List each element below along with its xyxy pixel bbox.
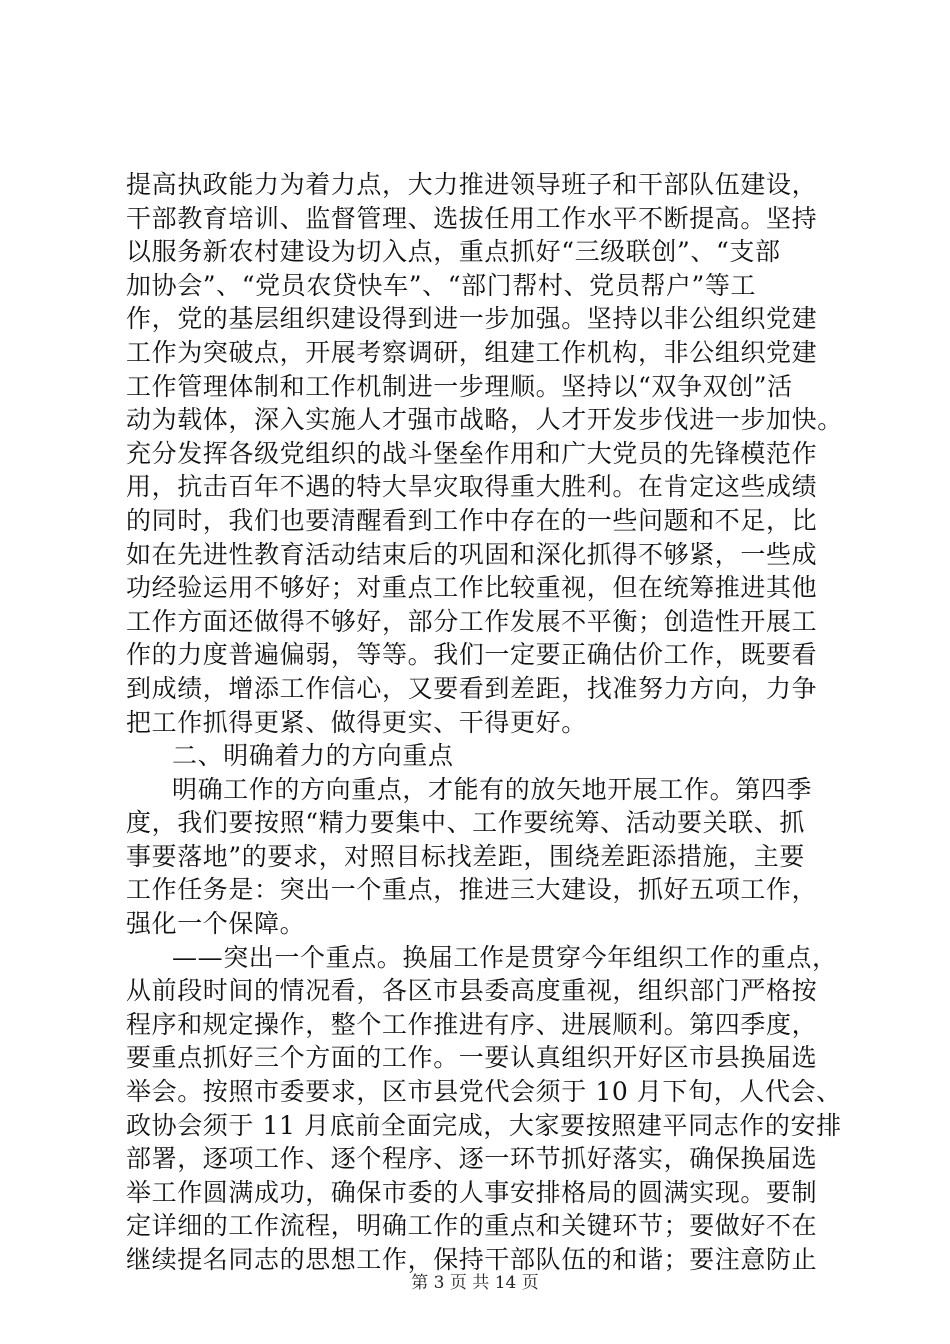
document-body xyxy=(126,168,841,1277)
text-line: 工作方面还做得不够好，部分工作发展不平衡；创造性开展工 xyxy=(126,606,818,636)
text-line: 定详细的工作流程，明确工作的重点和关键环节；要做好不在 xyxy=(126,1211,818,1241)
text-line: 把工作抓得更紧、做得更实、干得更好。 xyxy=(126,707,587,737)
text-line: 到成绩，增添工作信心，又要看到差距，找准努力方向，力争 xyxy=(126,673,818,703)
text-line: 加协会”、“党员农贷快车”、“部门帮村、党员帮户”等工 xyxy=(126,270,757,300)
text-line: 从前段时间的情况看，各区市县委高度重视，组织部门严格按 xyxy=(126,976,818,1006)
text-line: 事要落地”的要求，对照目标找差距，围绕差距添措施，主要 xyxy=(126,841,805,871)
page-footer: 第 3 页 共 14 页 xyxy=(411,1273,539,1293)
text-line: 动为载体，深入实施人才强市战略，人才开发步伐进一步加快。 xyxy=(126,405,843,435)
text-line: 部署，逐项工作、逐个程序、逐一环节抓好落实，确保换届选 xyxy=(126,1144,818,1174)
text-line: 二、明确着力的方向重点 xyxy=(172,741,454,771)
text-line: 明确工作的方向重点，才能有的放矢地开展工作。第四季 xyxy=(172,774,813,804)
text-line: 的同时，我们也要清醒看到工作中存在的一些问题和不足，比 xyxy=(126,505,818,535)
text-line: 提高执政能力为着力点，大力推进领导班子和干部队伍建设， xyxy=(126,170,818,199)
text-line: 以服务新农村建设为切入点，重点抓好“三级联创”、“支部 xyxy=(126,237,781,267)
text-line: ——突出一个重点。换届工作是贯穿今年组织工作的重点， xyxy=(172,942,838,972)
text-line: 度，我们要按照“精力要集中、工作要统筹、活动要关联、抓 xyxy=(126,808,805,838)
text-line: 程序和规定操作，整个工作推进有序、进展顺利。第四季度， xyxy=(126,1009,818,1039)
text-line: 强化一个保障。 xyxy=(126,909,306,939)
text-line: 政协会须于 11 月底前全面完成，大家要按照建平同志作的安排 xyxy=(126,1110,842,1140)
text-line: 举会。按照市委要求，区市县党代会须于 10 月下旬，人代会、 xyxy=(126,1077,842,1107)
text-line: 充分发挥各级党组织的战斗堡垒作用和广大党员的先锋模范作 xyxy=(126,438,818,468)
text-line: 工作任务是：突出一个重点，推进三大建设，抓好五项工作， xyxy=(126,875,818,905)
text-line: 工作管理体制和工作机制进一步理顺。坚持以“双争双创”活 xyxy=(126,371,793,401)
text-line: 作的力度普遍偏弱，等等。我们一定要正确估价工作，既要看 xyxy=(126,640,818,670)
text-line: 功经验运用不够好；对重点工作比较重视，但在统筹推进其他 xyxy=(126,573,818,603)
text-line: 作，党的基层组织建设得到进一步加强。坚持以非公组织党建 xyxy=(126,304,818,334)
text-line: 要重点抓好三个方面的工作。一要认真组织开好区市县换届选 xyxy=(126,1043,818,1073)
text-line: 举工作圆满成功，确保市委的人事安排格局的圆满实现。要制 xyxy=(126,1177,818,1207)
text-line: 用，抗击百年不遇的特大旱灾取得重大胜利。在肯定这些成绩 xyxy=(126,472,818,502)
text-line: 继续提名同志的思想工作，保持干部队伍的和谐；要注意防止 xyxy=(126,1245,818,1274)
text-line: 干部教育培训、监督管理、选拔任用工作水平不断提高。坚持 xyxy=(126,203,818,233)
text-line: 工作为突破点，开展考察调研，组建工作机构，非公组织党建 xyxy=(126,337,818,367)
text-line: 如在先进性教育活动结束后的巩固和深化抓得不够紧，一些成 xyxy=(126,539,818,569)
